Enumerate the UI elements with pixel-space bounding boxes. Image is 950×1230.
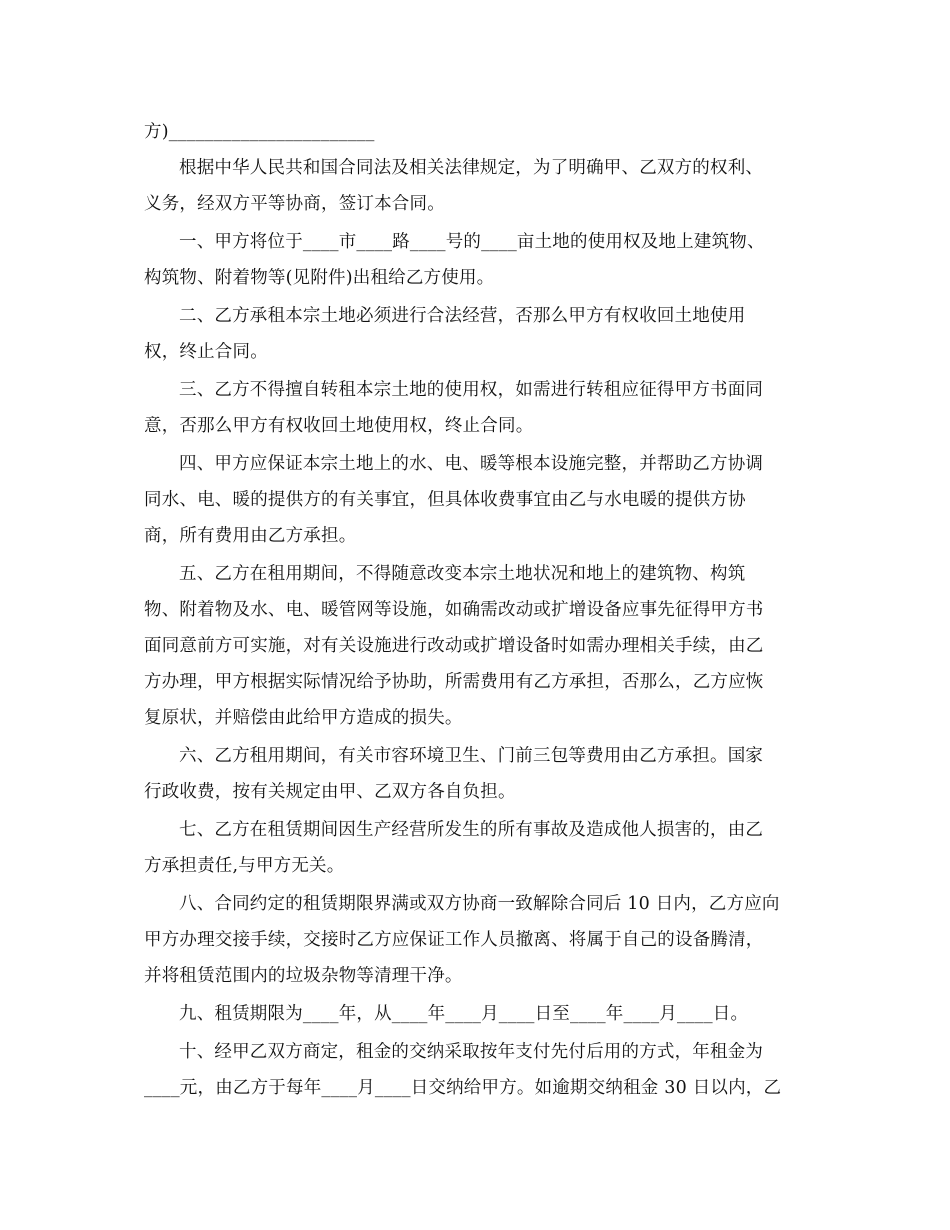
text-line: 九、租赁期限为____年，从____年____月____日至____年____月____日。 xyxy=(179,1004,749,1024)
text-line: 甲方办理交接手续，交接时乙方应保证工作人员撤离、将属于自己的设备腾清， xyxy=(144,930,764,950)
text-line: 一、甲方将位于____市____路____号的____亩土地的使用权及地上建筑物、 xyxy=(179,232,765,252)
text-line: 商，所有费用由乙方承担。 xyxy=(144,526,357,546)
text-line-party-suffix: 方)_______________________ xyxy=(144,122,375,142)
paragraph-clause-4 xyxy=(144,446,804,554)
text-line: 复原状，并赔偿由此给甲方造成的损失。 xyxy=(144,708,463,728)
text-line: 行政收费，按有关规定由甲、乙双方各自负担。 xyxy=(144,782,516,802)
paragraph-preamble xyxy=(144,150,804,222)
paragraph-clause-7 xyxy=(144,812,804,884)
text-line: 意，否那么甲方有权收回土地使用权，终止合同。 xyxy=(144,416,534,436)
text-line: 五、乙方在租用期间，不得随意改变本宗土地状况和地上的建筑物、构筑 xyxy=(179,564,746,584)
text-line: 构筑物、附着物等(见附件)出租给乙方使用。 xyxy=(144,268,495,288)
paragraph-clause-8 xyxy=(144,886,804,994)
text-line: 方办理，甲方根据实际情况给予协助，所需费用有乙方承担，否那么，乙方应恢 xyxy=(144,672,764,692)
text-line: 六、乙方租用期间，有关市容环境卫生、门前三包等费用由乙方承担。国家 xyxy=(179,746,764,766)
paragraph-clause-9 xyxy=(144,996,804,1032)
text-line: 面同意前方可实施，对有关设施进行改动或扩增设备时如需办理相关手续，由乙 xyxy=(144,636,764,656)
paragraph-clause-6 xyxy=(144,738,804,810)
text-line: 方承担责任,与甲方无关。 xyxy=(144,856,345,876)
text-line: 物、附着物及水、电、暖管网等设施，如确需改动或扩增设备应事先征得甲方书 xyxy=(144,600,764,620)
text-line: 二、乙方承租本宗土地必须进行合法经营，否那么甲方有权收回土地使用 xyxy=(179,306,746,326)
text-line: 义务，经双方平等协商，签订本合同。 xyxy=(144,194,445,214)
text-line: 根据中华人民共和国合同法及相关法律规定，为了明确甲、乙双方的权利、 xyxy=(179,158,764,178)
text-line: 权，终止合同。 xyxy=(144,342,268,362)
text-line: 同水、电、暖的提供方的有关事宜，但具体收费事宜由乙与水电暖的提供方协 xyxy=(144,490,746,510)
text-line: 七、乙方在租赁期间因生产经营所发生的所有事故及造成他人损害的，由乙 xyxy=(179,820,764,840)
paragraph-clause-1 xyxy=(144,224,804,296)
text-line: 三、乙方不得擅自转租本宗土地的使用权，如需进行转租应征得甲方书面同 xyxy=(179,380,764,400)
paragraph-clause-2 xyxy=(144,298,804,370)
paragraph-clause-3 xyxy=(144,372,804,444)
text-line: 八、合同约定的租赁期限界满或双方协商一致解除合同后 10 日内，乙方应向 xyxy=(179,894,780,914)
paragraph-clause-10 xyxy=(144,1034,804,1106)
paragraph-clause-5 xyxy=(144,556,804,736)
text-line: 四、甲方应保证本宗土地上的水、电、暖等根本设施完整，并帮助乙方协调 xyxy=(179,454,764,474)
text-line: ____元，由乙方于每年____月____日交纳给甲方。如逾期交纳租金 30 日以内，乙 xyxy=(144,1078,782,1098)
text-line: 并将租赁范围内的垃圾杂物等清理干净。 xyxy=(144,966,463,986)
contract-body xyxy=(144,114,804,1108)
text-line: 十、经甲乙双方商定，租金的交纳采取按年支付先付后用的方式，年租金为 xyxy=(179,1042,764,1062)
